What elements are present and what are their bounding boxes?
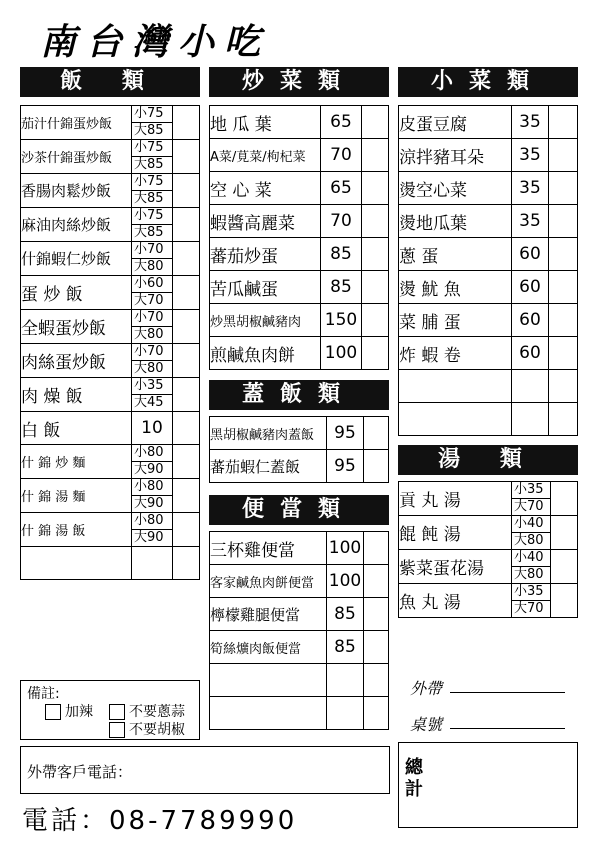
- item-price: [132, 140, 173, 174]
- quantity-cell[interactable]: [362, 106, 389, 139]
- menu-row: [399, 516, 578, 550]
- table-number-label: 桌號: [410, 715, 443, 734]
- item-price: 70: [321, 139, 362, 172]
- empty-cell[interactable]: [364, 664, 389, 697]
- menu-row: [21, 310, 200, 344]
- soup-header: 湯 類: [398, 445, 578, 475]
- menu-row: [21, 378, 200, 412]
- price-small: 小80: [132, 479, 172, 496]
- menu-row: [21, 140, 200, 174]
- item-price: [132, 174, 173, 208]
- total-box[interactable]: [398, 742, 578, 828]
- item-name: 皮蛋豆腐: [399, 106, 512, 139]
- empty-cell[interactable]: [327, 664, 364, 697]
- quantity-cell[interactable]: [364, 631, 389, 664]
- option-no-scallion-garlic[interactable]: 不要蔥蒜: [109, 701, 185, 721]
- menu-row: [399, 550, 578, 584]
- quantity-cell[interactable]: [173, 479, 200, 513]
- item-name: 全蝦蛋炒飯: [21, 310, 132, 344]
- quantity-cell[interactable]: [364, 417, 389, 450]
- item-price: [132, 513, 173, 547]
- item-price: [512, 584, 551, 618]
- rice-bowl-header: 蓋飯類: [209, 380, 389, 410]
- takeout-phone-box[interactable]: [20, 746, 390, 794]
- item-price: 100: [327, 565, 364, 598]
- menu-row: [399, 106, 578, 139]
- item-name: 涼拌豬耳朵: [399, 139, 512, 172]
- menu-row: [210, 271, 389, 304]
- quantity-cell[interactable]: [551, 482, 578, 516]
- price-small: 小60: [132, 276, 172, 293]
- item-price: [132, 242, 173, 276]
- item-price: 100: [321, 337, 362, 370]
- item-name: 貢 丸 湯: [399, 482, 512, 516]
- quantity-cell[interactable]: [549, 172, 578, 205]
- item-name: 蔥 蛋: [399, 238, 512, 271]
- empty-row: [399, 370, 578, 403]
- item-name: 茄汁什錦蛋炒飯: [21, 106, 132, 140]
- item-price: [132, 276, 173, 310]
- item-name: 魚 丸 湯: [399, 584, 512, 618]
- menu-row: [21, 208, 200, 242]
- menu-row: [210, 238, 389, 271]
- empty-cell[interactable]: [399, 370, 512, 403]
- menu-row: [21, 479, 200, 513]
- quantity-cell[interactable]: [362, 271, 389, 304]
- price-large: 大90: [134, 496, 164, 511]
- menu-row: [210, 139, 389, 172]
- price-small: 小70: [132, 242, 172, 259]
- item-name: 什 錦 湯 飯: [21, 513, 132, 547]
- item-name: 炸 蝦 卷: [399, 337, 512, 370]
- quantity-cell[interactable]: [551, 584, 578, 618]
- empty-cell[interactable]: [210, 664, 327, 697]
- empty-cell[interactable]: [210, 697, 327, 730]
- item-name: 地 瓜 葉: [210, 106, 321, 139]
- price-large: 大70: [514, 499, 544, 514]
- menu-row: [399, 304, 578, 337]
- item-price: 150: [321, 304, 362, 337]
- quantity-cell[interactable]: [549, 106, 578, 139]
- menu-row: [21, 106, 200, 140]
- menu-row: [210, 532, 389, 565]
- quantity-cell[interactable]: [173, 276, 200, 310]
- rice-bowl-table: [209, 416, 389, 483]
- item-name: 蛋 炒 飯: [21, 276, 132, 310]
- empty-row: [399, 403, 578, 436]
- item-price: 35: [512, 172, 549, 205]
- item-name: 蝦醬高麗菜: [210, 205, 321, 238]
- item-name: 炒黑胡椒鹹豬肉: [210, 304, 321, 337]
- quantity-cell[interactable]: [364, 532, 389, 565]
- price-small: 小75: [132, 140, 172, 157]
- checkbox-icon[interactable]: [109, 722, 125, 738]
- quantity-cell[interactable]: [173, 445, 200, 479]
- item-name: 紫菜蛋花湯: [399, 550, 512, 584]
- price-small: 小35: [512, 482, 550, 499]
- item-name: 檸檬雞腿便當: [210, 598, 327, 631]
- menu-row: [210, 450, 389, 483]
- item-name: 什錦蝦仁炒飯: [21, 242, 132, 276]
- quantity-cell[interactable]: [173, 344, 200, 378]
- item-name: 燙地瓜葉: [399, 205, 512, 238]
- item-name: 白 飯: [21, 412, 132, 445]
- item-name: 蕃茄蝦仁蓋飯: [210, 450, 327, 483]
- price-large: 大85: [134, 157, 164, 172]
- quantity-cell[interactable]: [173, 242, 200, 276]
- price-small: 小40: [512, 550, 550, 567]
- item-price: 35: [512, 205, 549, 238]
- menu-row: [399, 238, 578, 271]
- item-name: 香腸肉鬆炒飯: [21, 174, 132, 208]
- side-table: [398, 105, 578, 436]
- item-name: 肉絲蛋炒飯: [21, 344, 132, 378]
- bento-section: [209, 495, 389, 730]
- side-section: [398, 67, 578, 436]
- menu-row: [210, 631, 389, 664]
- checkbox-icon[interactable]: [45, 704, 61, 720]
- item-name: 煎鹹魚肉餅: [210, 337, 321, 370]
- item-price: 70: [321, 205, 362, 238]
- menu-row: [399, 337, 578, 370]
- item-price: [132, 344, 173, 378]
- item-price: [512, 516, 551, 550]
- empty-cell[interactable]: [132, 547, 173, 580]
- item-price: 60: [512, 271, 549, 304]
- menu-row: [399, 172, 578, 205]
- takeout-line[interactable]: [450, 692, 565, 693]
- item-name: 什 錦 湯 麵: [21, 479, 132, 513]
- quantity-cell[interactable]: [551, 516, 578, 550]
- empty-cell[interactable]: [173, 547, 200, 580]
- price-large: 大90: [134, 462, 164, 477]
- quantity-cell[interactable]: [549, 139, 578, 172]
- price-large: 大80: [134, 327, 164, 342]
- item-name: 蕃茄炒蛋: [210, 238, 321, 271]
- empty-cell[interactable]: [327, 697, 364, 730]
- option-spicy[interactable]: 加辣: [45, 701, 93, 721]
- price-large: 大80: [134, 259, 164, 274]
- price-small: 小70: [132, 344, 172, 361]
- item-price: 65: [321, 172, 362, 205]
- notes-box: [20, 680, 200, 740]
- soup-table: [398, 481, 578, 618]
- item-price: 10: [132, 412, 173, 445]
- quantity-cell[interactable]: [549, 238, 578, 271]
- table-number-line[interactable]: [450, 728, 565, 729]
- price-large: 大85: [134, 123, 164, 138]
- price-large: 大80: [514, 533, 544, 548]
- item-name: 客家鹹魚肉餅便當: [210, 565, 327, 598]
- price-small: 小75: [132, 208, 172, 225]
- quantity-cell[interactable]: [364, 565, 389, 598]
- item-name: 麻油肉絲炒飯: [21, 208, 132, 242]
- item-price: 85: [327, 631, 364, 664]
- menu-row: [210, 172, 389, 205]
- quantity-cell[interactable]: [362, 139, 389, 172]
- item-price: 60: [512, 238, 549, 271]
- item-price: 85: [321, 271, 362, 304]
- price-small: 小35: [512, 584, 550, 601]
- shop-phone: 電話：08-7789990: [22, 806, 298, 836]
- quantity-cell[interactable]: [173, 513, 200, 547]
- price-large: 大70: [134, 293, 164, 308]
- empty-cell[interactable]: [399, 403, 512, 436]
- empty-row: [210, 697, 389, 730]
- menu-row: [210, 565, 389, 598]
- item-name: 苦瓜鹹蛋: [210, 271, 321, 304]
- quantity-cell[interactable]: [364, 598, 389, 631]
- item-price: 95: [327, 450, 364, 483]
- empty-cell[interactable]: [512, 403, 549, 436]
- quantity-cell[interactable]: [173, 378, 200, 412]
- empty-cell[interactable]: [549, 370, 578, 403]
- takeout-phone-label: 外帶客戶電話：: [27, 763, 133, 781]
- item-name: A菜/莧菜/枸杞菜: [210, 139, 321, 172]
- quantity-cell[interactable]: [173, 174, 200, 208]
- quantity-cell[interactable]: [549, 304, 578, 337]
- menu-row: [399, 139, 578, 172]
- item-price: [132, 208, 173, 242]
- stirfry-header: 炒菜類: [209, 67, 389, 97]
- total-label: 總計: [405, 757, 423, 800]
- quantity-cell[interactable]: [173, 106, 200, 140]
- notes-label: 備註:: [27, 686, 60, 702]
- price-large: 大70: [514, 601, 544, 616]
- item-price: 60: [512, 304, 549, 337]
- price-small: 小75: [132, 106, 172, 123]
- item-price: 35: [512, 139, 549, 172]
- rice-section: [20, 67, 200, 580]
- item-price: 60: [512, 337, 549, 370]
- menu-row: [399, 205, 578, 238]
- menu-row: [210, 598, 389, 631]
- menu-row: [21, 344, 200, 378]
- menu-row: [210, 304, 389, 337]
- item-price: [512, 550, 551, 584]
- shop-title: 南台灣小吃: [40, 21, 271, 63]
- quantity-cell[interactable]: [362, 238, 389, 271]
- takeout-label: 外帶: [410, 679, 443, 698]
- menu-row: [399, 271, 578, 304]
- menu-row: [21, 242, 200, 276]
- rice-bowl-section: [209, 380, 389, 483]
- item-price: 85: [321, 238, 362, 271]
- quantity-cell[interactable]: [362, 172, 389, 205]
- menu-row: [210, 205, 389, 238]
- side-header: 小菜類: [398, 67, 578, 97]
- rice-header: 飯 類: [20, 67, 200, 97]
- option-no-pepper[interactable]: 不要胡椒: [109, 719, 185, 739]
- item-price: 35: [512, 106, 549, 139]
- soup-section: [398, 445, 578, 618]
- quantity-cell[interactable]: [549, 337, 578, 370]
- item-name: 燙空心菜: [399, 172, 512, 205]
- item-price: [132, 445, 173, 479]
- menu-row: [399, 482, 578, 516]
- quantity-cell[interactable]: [551, 550, 578, 584]
- quantity-cell[interactable]: [549, 271, 578, 304]
- empty-row: [210, 664, 389, 697]
- quantity-cell[interactable]: [173, 140, 200, 174]
- bento-header: 便當類: [209, 495, 389, 525]
- quantity-cell[interactable]: [173, 412, 200, 445]
- menu-row: [210, 106, 389, 139]
- item-name: 肉 燥 飯: [21, 378, 132, 412]
- empty-cell[interactable]: [512, 370, 549, 403]
- quantity-cell[interactable]: [173, 310, 200, 344]
- rice-table: [20, 105, 200, 580]
- menu-row: [210, 417, 389, 450]
- item-name: 菜 脯 蛋: [399, 304, 512, 337]
- checkbox-icon[interactable]: [109, 704, 125, 720]
- quantity-cell[interactable]: [362, 205, 389, 238]
- quantity-cell[interactable]: [362, 304, 389, 337]
- quantity-cell[interactable]: [549, 205, 578, 238]
- item-name: 餛 飩 湯: [399, 516, 512, 550]
- item-name: 什 錦 炒 麵: [21, 445, 132, 479]
- item-name: 黑胡椒鹹豬肉蓋飯: [210, 417, 327, 450]
- item-price: [512, 482, 551, 516]
- item-name: 沙茶什錦蛋炒飯: [21, 140, 132, 174]
- price-small: 小80: [132, 445, 172, 462]
- item-price: 85: [327, 598, 364, 631]
- stirfry-section: [209, 67, 389, 370]
- item-price: 100: [327, 532, 364, 565]
- menu-row: [21, 513, 200, 547]
- price-large: 大45: [134, 395, 164, 410]
- empty-cell[interactable]: [549, 403, 578, 436]
- stirfry-table: [209, 105, 389, 370]
- menu-row: [21, 174, 200, 208]
- item-price: [132, 310, 173, 344]
- item-price: [132, 479, 173, 513]
- price-small: 小70: [132, 310, 172, 327]
- item-name: 燙 魷 魚: [399, 271, 512, 304]
- menu-row: [21, 276, 200, 310]
- price-large: 大90: [134, 530, 164, 545]
- quantity-cell[interactable]: [173, 208, 200, 242]
- price-small: 小35: [132, 378, 172, 395]
- menu-row: [210, 337, 389, 370]
- price-large: 大85: [134, 225, 164, 240]
- empty-row: [21, 547, 200, 580]
- menu-row: [21, 445, 200, 479]
- price-large: 大85: [134, 191, 164, 206]
- price-small: 小75: [132, 174, 172, 191]
- item-name: 三杯雞便當: [210, 532, 327, 565]
- price-small: 小40: [512, 516, 550, 533]
- item-name: 筍絲爌肉飯便當: [210, 631, 327, 664]
- empty-cell[interactable]: [364, 697, 389, 730]
- bento-table: [209, 531, 389, 730]
- quantity-cell[interactable]: [364, 450, 389, 483]
- price-small: 小80: [132, 513, 172, 530]
- item-name: 空 心 菜: [210, 172, 321, 205]
- quantity-cell[interactable]: [362, 337, 389, 370]
- item-price: 95: [327, 417, 364, 450]
- price-large: 大80: [134, 361, 164, 376]
- item-price: [132, 106, 173, 140]
- item-price: 65: [321, 106, 362, 139]
- empty-cell[interactable]: [21, 547, 132, 580]
- menu-row: [21, 412, 200, 445]
- item-price: [132, 378, 173, 412]
- price-large: 大80: [514, 567, 544, 582]
- menu-row: [399, 584, 578, 618]
